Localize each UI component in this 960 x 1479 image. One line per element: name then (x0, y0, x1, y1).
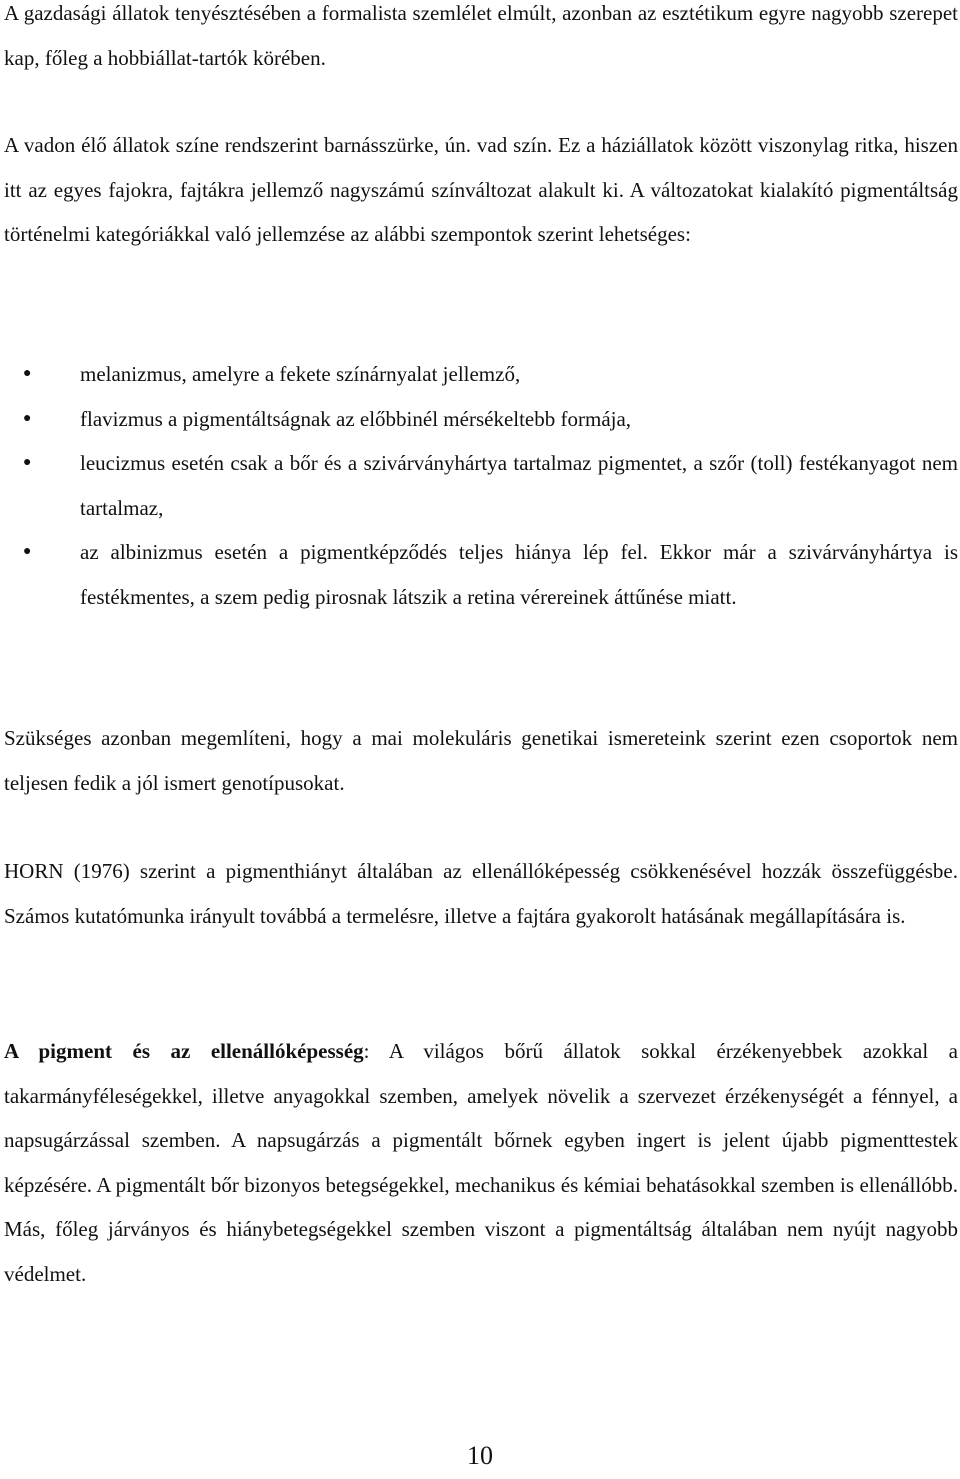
list-item (0, 530, 958, 619)
paragraph-body: : A világos bőrű állatok sokkal érzékenyebbek azokkal a takarmányféleségekkel, illetve anyagokkal szemben, amelyek növelik a szervezet érzékenységét a fénnyel, a napsugárzással szemben. A napsugárzás a pigmentált bőrnek egyben ingert is jelent újabb pigmenttestek képzésére. A pigmentált bőr bizonyos betegségekkel, mechanikus és kémiai behatásokkal szemben is ellenállóbb. Más, főleg járványos és hiánybetegségekkel szemben viszont a pigmentáltság általában nem nyújt nagyobb védelmet. (4, 1039, 958, 1286)
list-item-text: flavizmus a pigmentáltságnak az előbbinél mérsékeltebb formája, (80, 406, 632, 431)
list-item (0, 441, 958, 530)
list-item-text: leucizmus esetén csak a bőr és a szivárványhártya tartalmaz pigmentet, a szőr (toll) festékanyagot nem tartalmaz, (80, 451, 958, 520)
paragraph-wild-color: A vadon élő állatok színe rendszerint barnásszürke, ún. vad szín. Ez a háziállatok között viszonylag ritka, hiszen itt az egyes fajokra, fajtákra jellemző nagyszámú színváltozat alakult ki. A változatokat kialakító pigmentáltság történelmi kategóriákkal való jellemzése az alábbi szempontok szerint lehetséges: (4, 133, 958, 246)
bullet-icon: ● (23, 366, 32, 381)
pigmentation-list (0, 352, 958, 619)
bullet-icon: ● (23, 410, 32, 426)
section-heading: A pigment és az ellenállóképesség (4, 1039, 364, 1063)
list-item-text: melanizmus, amelyre a fekete színárnyalat jellemző, (80, 362, 521, 386)
paragraph-pigment-resistance (4, 1029, 958, 1296)
paragraph-horn: HORN (1976) szerint a pigmenthiányt általában az ellenállóképesség csökkenésével hozzák összefüggésbe. Számos kutatómunka irányult továbbá a termelésre, illetve a fajtára gyakorolt hatásának megállapítására is. (4, 859, 958, 928)
bullet-icon: ● (23, 455, 32, 470)
bullet-icon: ● (23, 544, 32, 559)
list-item (0, 397, 958, 442)
page-number: 10 (467, 1441, 493, 1470)
paragraph-intro: A gazdasági állatok tenyésztésében a formalista szemlélet elmúlt, azonban az esztétikum egyre nagyobb szerepet kap, főleg a hobbiállat-tartók körében. (4, 1, 958, 70)
list-item-text: az albinizmus esetén a pigmentképződés teljes hiánya lép fel. Ekkor már a szivárványhártya is festékmentes, a szem pedig pirosnak látszik a retina vérereinek áttűnése miatt. (80, 540, 958, 609)
paragraph-genetics-note: Szükséges azonban megemlíteni, hogy a mai molekuláris genetikai ismereteink szerint ezen csoportok nem teljesen fedik a jól ismert genotípusokat. (4, 726, 958, 795)
list-item (0, 352, 958, 397)
